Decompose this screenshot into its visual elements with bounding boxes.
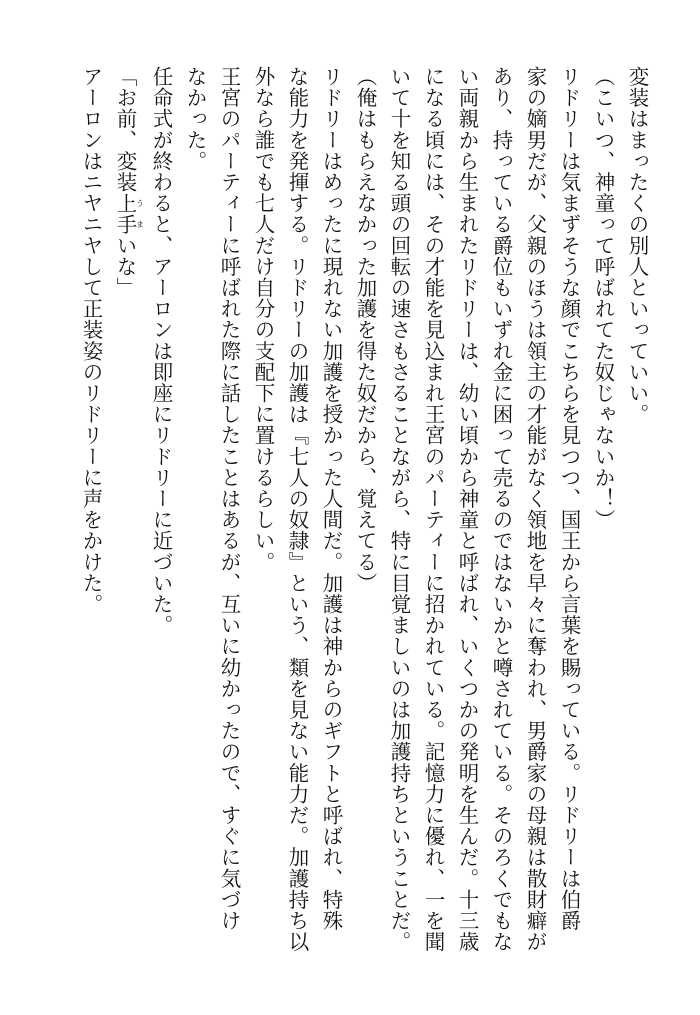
text-line: リドリーは気まずそうな顔でこちらを見つつ、国王から言葉を賜っている。リドリーは伯爵 (557, 66, 581, 932)
text-line: あり、持っている爵位もいずれ金に困って売るのではないかと噂されている。そのろくでもな (489, 66, 513, 953)
paragraph-4 (348, 66, 382, 966)
furigana-word (113, 192, 145, 235)
dialogue-text-after: いな」 (113, 234, 137, 299)
ruby-base: 上手 (113, 192, 137, 235)
text-line: になる頃には、その才能を見込まれ王宮のパーティーに招かれている。記憶力に優れ、一を聞 (421, 66, 445, 953)
paragraph-8 (108, 66, 144, 966)
vertical-text-body (54, 66, 654, 966)
text-line: い両親から生まれたリドリーは、幼い頃から神童と呼ばれ、いくつかの発明を生んだ。十三歳 (455, 66, 479, 953)
dialogue-line (108, 66, 144, 966)
text-line: 王宮のパーティーに呼ばれた際に話したことはあるが、互いに幼かったので、すぐに気づけ (217, 66, 241, 932)
paragraph-5 (246, 66, 348, 966)
text-line: アーロンはニヤニヤして正装姿のリドリーに声をかけた。 (79, 66, 103, 615)
text-line: 任命式が終わると、アーロンは即座にリドリーに近づいた。 (149, 66, 173, 636)
dialogue-text-before: 「お前、変装 (113, 66, 137, 193)
text-line: な能力を発揮する。リドリーの加護は『七人の奴隷』という、類を見ない能力だ。加護持ち以 (285, 66, 309, 953)
text-line: 外なら誰でも七人だけ自分の支配下に置けるらしい。 (251, 66, 275, 573)
text-line: 家の嫡男だが、父親のほうは領主の才能がなく領地を早々に奪われ、男爵家の母親は散財癖が (523, 66, 547, 953)
paragraph-2 (586, 66, 620, 966)
paragraph-3 (382, 66, 586, 966)
paragraph-7 (144, 66, 178, 966)
text-line: いて十を知る頭の回転の速さもさることながら、特に目覚ましいのは加護持ちということだ。 (387, 66, 411, 953)
paragraph-9 (74, 66, 108, 966)
text-line: なかった。 (183, 66, 207, 172)
text-line: リドリーはめったに現れない加護を授かった人間だ。加護は神からのギフトと呼ばれ、特殊 (319, 66, 343, 932)
paragraph-6 (178, 66, 246, 966)
text-line: （こいつ、神童って呼ばれてた奴じゃないか！） (591, 66, 615, 531)
paragraph-1 (620, 66, 654, 966)
text-line: 変装はまったくの別人といっていい。 (625, 66, 649, 425)
ruby-reading: うま (135, 192, 145, 235)
text-line: （俺はもらえなかった加護を得た奴だから、覚えてる） (353, 66, 377, 594)
